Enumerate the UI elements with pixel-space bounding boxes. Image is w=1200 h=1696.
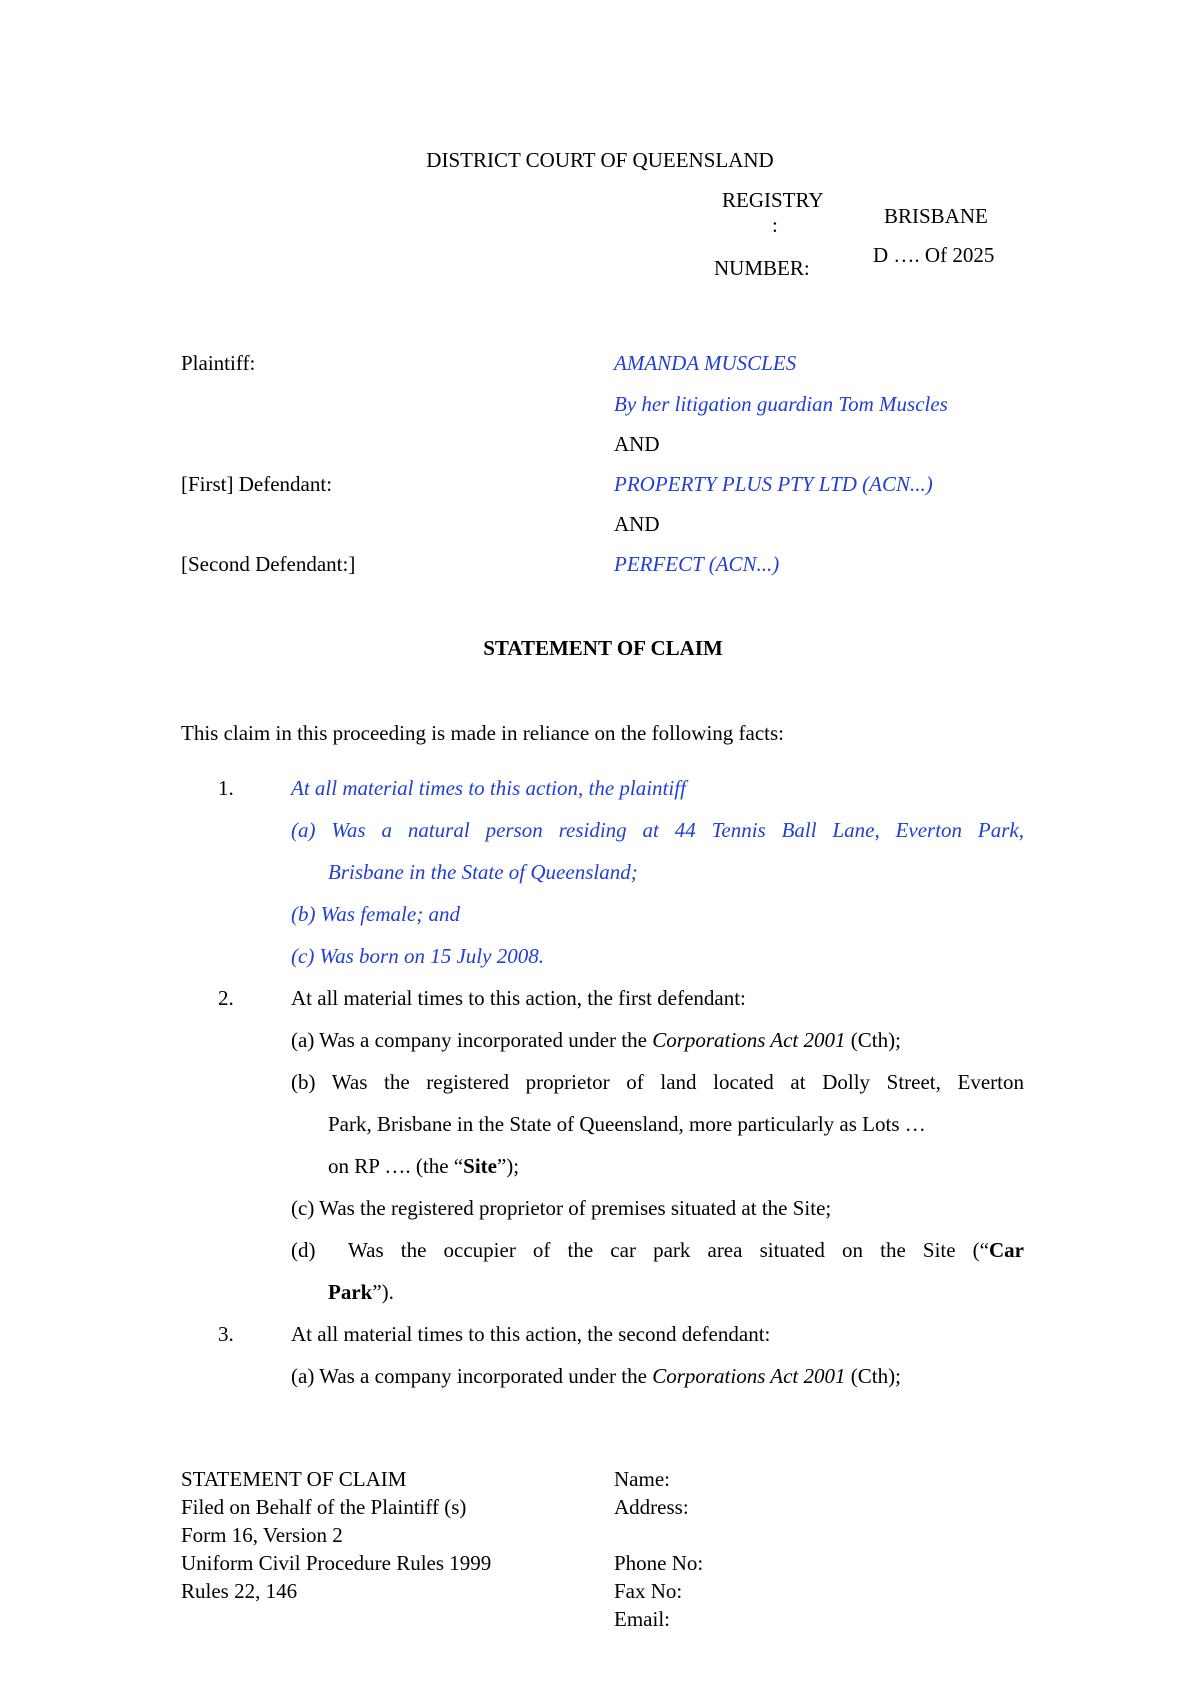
number-value: D …. Of 2025 (873, 243, 995, 267)
footer-left-line-1: STATEMENT OF CLAIM (181, 1467, 407, 1491)
paragraph-2-item-c: (c) Was the registered proprietor of premises situated at the Site; (291, 1196, 832, 1220)
footer-name-label: Name: (614, 1467, 670, 1491)
footer-phone-label: Phone No: (614, 1551, 704, 1575)
number-label: NUMBER: (714, 256, 810, 280)
second-defendant-name: PERFECT (ACN...) (614, 552, 780, 576)
paragraph-2-item-d-line-1: Was the occupier of the car park area situated on the Site (“Car (348, 1238, 1024, 1262)
paragraph-2-number: 2. (218, 986, 234, 1010)
footer-left-line-5: Rules 22, 146 (181, 1579, 298, 1603)
first-defendant-name: PROPERTY PLUS PTY LTD (ACN...) (614, 472, 933, 496)
footer-fax-label: Fax No: (614, 1579, 683, 1603)
paragraph-1-item-c: (c) Was born on 15 July 2008. (291, 944, 544, 968)
paragraph-1-number: 1. (218, 776, 234, 800)
paragraph-1-item-a-line-1: (a) Was a natural person residing at 44 Tennis Ball Lane, Everton Park, (291, 818, 1024, 842)
paragraph-2-item-b-line-2: Park, Brisbane in the State of Queensland, more particularly as Lots … (328, 1112, 926, 1136)
registry-colon: : (772, 213, 778, 237)
paragraph-1-text: At all material times to this action, the plaintiff (291, 776, 686, 800)
defined-term-site: Site (463, 1154, 497, 1178)
second-defendant-label: [Second Defendant:] (181, 552, 356, 576)
paragraph-2-item-b-line-3: on RP …. (the “Site”); (328, 1154, 520, 1178)
act-name: Corporations Act 2001 (652, 1028, 846, 1052)
intro-text: This claim in this proceeding is made in reliance on the following facts: (181, 721, 785, 745)
document-title: STATEMENT OF CLAIM (483, 636, 723, 660)
first-defendant-label: [First] Defendant: (181, 472, 333, 496)
paragraph-3-item-a: (a) Was a company incorporated under the Corporations Act 2001 (Cth); (291, 1364, 901, 1388)
defined-term-park: Park (328, 1280, 373, 1304)
paragraph-2-item-d-line-2: Park”). (328, 1280, 394, 1304)
footer-address-label: Address: (614, 1495, 689, 1519)
plaintiff-guardian: By her litigation guardian Tom Muscles (614, 392, 948, 416)
paragraph-2-text: At all material times to this action, the first defendant: (291, 986, 746, 1010)
paragraph-1-item-a-line-2: Brisbane in the State of Queensland; (328, 860, 638, 884)
plaintiff-label: Plaintiff: (181, 351, 256, 375)
paragraph-2-item-d-label: (d) (291, 1238, 316, 1262)
paragraph-2-item-a: (a) Was a company incorporated under the Corporations Act 2001 (Cth); (291, 1028, 901, 1052)
and-separator-2: AND (614, 512, 660, 536)
court-title: DISTRICT COURT OF QUEENSLAND (426, 148, 774, 172)
defined-term-car: Car (989, 1238, 1024, 1262)
footer-left-line-2: Filed on Behalf of the Plaintiff (s) (181, 1495, 467, 1519)
and-separator-1: AND (614, 432, 660, 456)
act-name: Corporations Act 2001 (652, 1364, 846, 1388)
footer-left-line-3: Form 16, Version 2 (181, 1523, 343, 1547)
paragraph-2-item-b-line-1: (b) Was the registered proprietor of land located at Dolly Street, Everton (291, 1070, 1024, 1094)
footer-left-line-4: Uniform Civil Procedure Rules 1999 (181, 1551, 492, 1575)
footer-email-label: Email: (614, 1607, 670, 1631)
paragraph-3-number: 3. (218, 1322, 234, 1346)
registry-value: BRISBANE (884, 204, 988, 228)
paragraph-1-item-b: (b) Was female; and (291, 902, 460, 926)
registry-label: REGISTRY (722, 188, 824, 212)
plaintiff-name: AMANDA MUSCLES (614, 351, 797, 375)
paragraph-3-text: At all material times to this action, the second defendant: (291, 1322, 771, 1346)
